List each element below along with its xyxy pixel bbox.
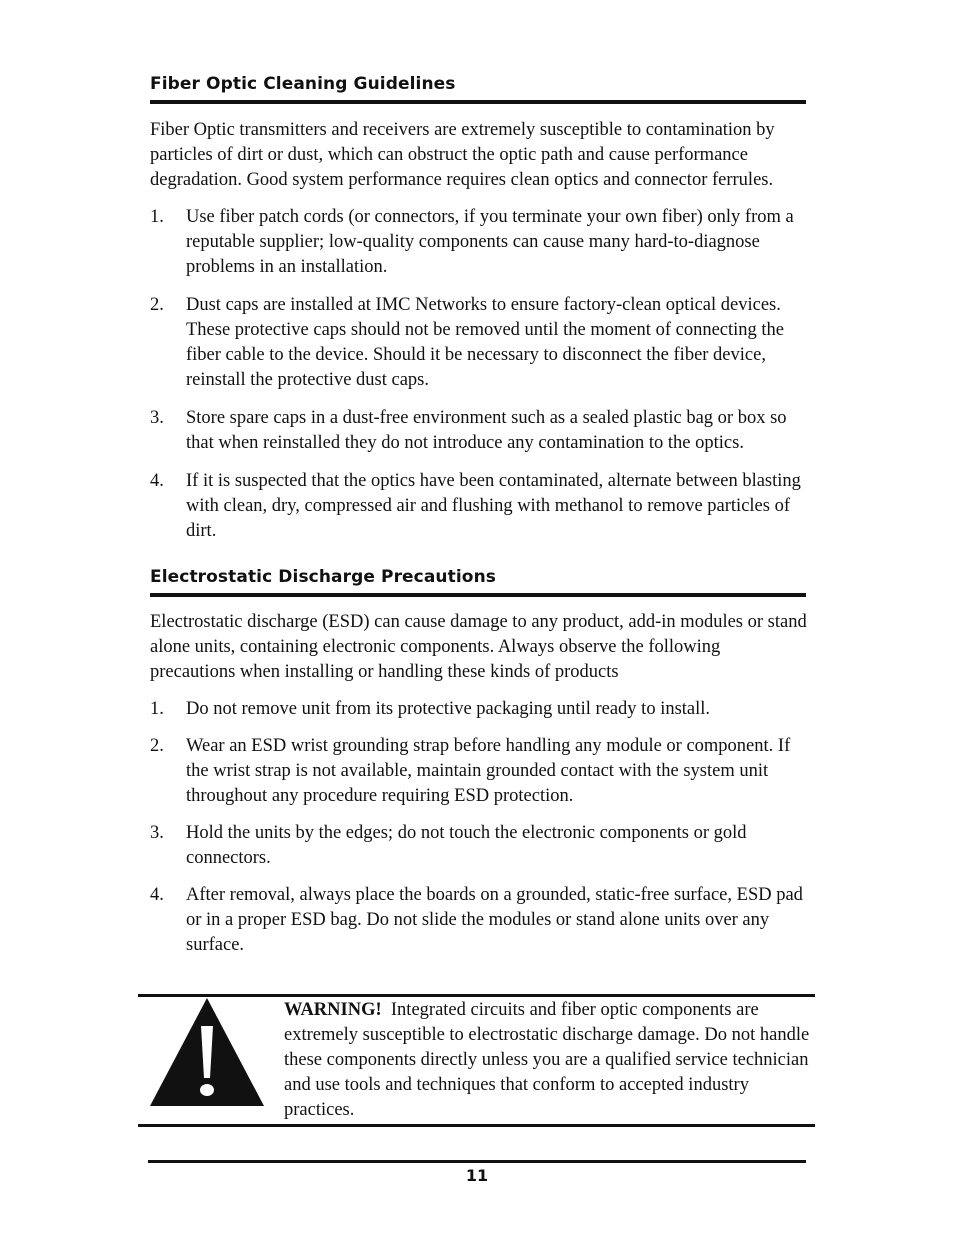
fiber-guidelines-list [150, 205, 810, 544]
list-item-text: Use fiber patch cords (or connectors, if you terminate your own fiber) only from a reputable supplier; low-quality components can cause many hard-to-diagnose problems in an installation. [186, 207, 794, 277]
list-item-number: 3. [150, 823, 164, 843]
list-item-text: Dust caps are installed at IMC Networks to ensure factory-clean optical devices. These protective caps should not be removed until the moment of connecting the fiber cable to the device. Should it be necessary to disconnect the fiber device, reinstall the protective dust caps. [186, 295, 784, 390]
warning-text: Integrated circuits and fiber optic components are extremely susceptible to electrostatic discharge damage. Do not handle these components directly unless you are a qualified service technician and use tools and techniques that conform to accepted industry practices. [284, 1000, 810, 1120]
esd-precautions-list [150, 697, 810, 958]
list-item [150, 293, 810, 393]
list-item [150, 205, 810, 280]
list-item [150, 469, 810, 544]
page-number: 11 [465, 1166, 489, 1185]
esd-heading-rule [150, 593, 806, 597]
list-item [150, 883, 810, 958]
list-item [150, 697, 810, 722]
fiber-intro-paragraph: Fiber Optic transmitters and receivers are extremely susceptible to contamination by particles of dirt or dust, which can obstruct the optic path and cause performance degradation. Good system performance requires clean optics and connector ferrules. [150, 120, 775, 190]
list-item-text: After removal, always place the boards on a grounded, static-free surface, ESD pad or in a proper ESD bag. Do not slide the modules or stand alone units over any surface. [186, 885, 803, 955]
list-item-text: Hold the units by the edges; do not touch the electronic components or gold connectors. [186, 823, 747, 868]
list-item-number: 1. [150, 699, 164, 719]
warning-bottom-rule [138, 1124, 815, 1127]
list-item [150, 406, 810, 456]
esd-intro-paragraph: Electrostatic discharge (ESD) can cause damage to any product, add-in modules or stand alone units, containing electronic components. Always observe the following precautions when installing or handling these kinds of products [150, 612, 807, 682]
warning-label: WARNING! [284, 1000, 382, 1020]
list-item [150, 734, 810, 809]
list-item-number: 3. [150, 408, 164, 428]
list-item-number: 4. [150, 885, 164, 905]
fiber-heading-rule [150, 100, 806, 104]
warning-message [284, 998, 814, 1123]
list-item-text: Wear an ESD wrist grounding strap before handling any module or component. If the wrist strap is not available, maintain grounded contact with the system unit throughout any procedure requiring ESD protection. [186, 736, 791, 806]
list-item [150, 821, 810, 871]
list-item-text: If it is suspected that the optics have been contaminated, alternate between blasting with clean, dry, compressed air and flushing with methanol to remove particles of dirt. [186, 471, 801, 541]
warning-triangle-icon [148, 996, 266, 1110]
list-item-number: 2. [150, 736, 164, 756]
fiber-section-heading: Fiber Optic Cleaning Guidelines [150, 74, 456, 94]
footer-rule [148, 1160, 806, 1163]
esd-section-heading: Electrostatic Discharge Precautions [150, 567, 496, 587]
list-item-number: 4. [150, 471, 164, 491]
list-item-number: 2. [150, 295, 164, 315]
list-item-number: 1. [150, 207, 164, 227]
list-item-text: Do not remove unit from its protective packaging until ready to install. [186, 699, 711, 719]
list-item-text: Store spare caps in a dust-free environment such as a sealed plastic bag or box so that when reinstalled they do not introduce any contamination to the optics. [186, 408, 787, 453]
